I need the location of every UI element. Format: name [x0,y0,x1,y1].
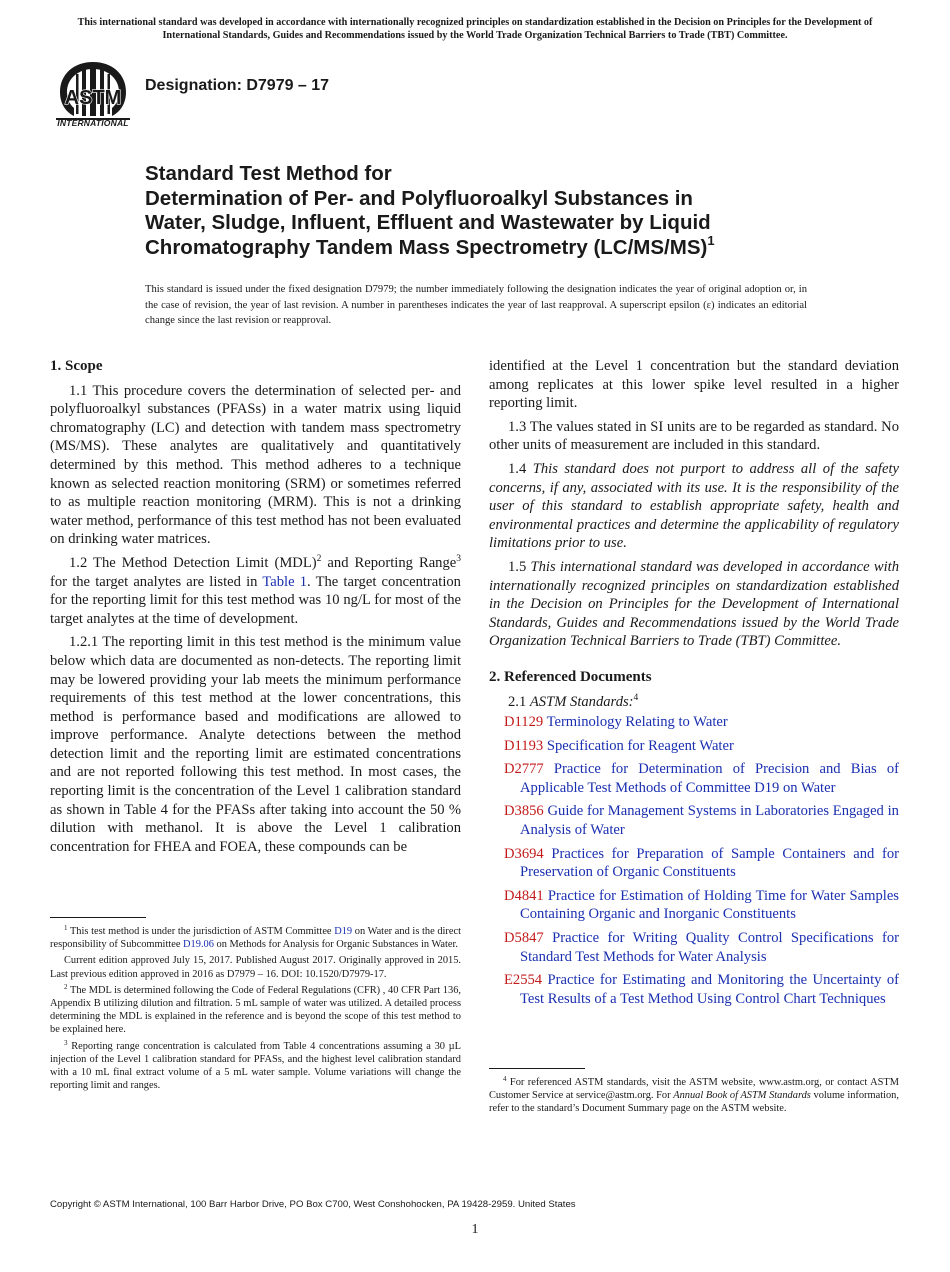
reference-code: E2554 [504,972,543,989]
title-line-3: Water, Sludge, Influent, Effluent and Wastewater by Liquid [145,211,711,234]
reference-title: Practice for Estimating and Monitoring the Uncertainty of Test Results of a Test Method Using Control Chart Techniques [520,972,899,1007]
referenced-documents-heading: 2. Referenced Documents [489,668,652,685]
section-1-2-1: 1.2.1 The reporting limit in this test method is the minimum value below which data are documented as non-detects. The reporting limit may be lowered providing your lab meets the minimum performance requirements of this test method at the lower concentrations, this method is performance based and modifications are allowed to improve performance. Analyte detections between the method detection limit and the reporting limit are estimated concentrations and are not reported following this test method. In most cases, the reporting limit is the concentration of the Level 1 calibration standard as shown in Table 4 for the PFASs after taking into account the 50 % dilution with methanol. It is above the Level 1 calibration concentration for FHEA and FOEA, these compounds can be [50,634,461,855]
designation: Designation: D7979 – 17 [145,77,330,94]
d19-06-link[interactable]: D19.06 [183,939,214,951]
tbt-notice: This international standard was developed in accordance with internationally recognized principles on standardization established in the Decision on Principles for the Development of International Standards, Guides and Recommendations issued by the World Trade Organization Technical Barriers to Trade (TBT) Committee. [77,17,873,41]
reference-item[interactable] [489,845,899,882]
reference-item[interactable] [489,737,899,756]
section-1-2: 1.2 The Method Detection Limit (MDL)$^2$ and Reporting Range$^3$ for the target analytes are listed in Table 1. The target concentration for the reporting limit for this test method was 10 ng/L for most of the target analytes at the time of development. [50,553,461,627]
footnote-4: $^4$ For referenced ASTM standards, visit the ASTM website, www.astm.org, or contact ASTM Customer Service at service@astm.org. For Annual Book of ASTM Standards volume information, refer to the standard’s Document Summary page on the ASTM website. [489,1075,899,1115]
logo-text: ASTM [64,87,122,109]
footnote-3: $^3$ Reporting range concentration is calculated from Table 4 concentrations assuming a 30 µL injection of the Level 1 calibration standard for PFASs, and the highest level calibration standard with a 10 mL final extract volume of a 5 mL water sample. Volume variations will change the reporting limit and ranges. [50,1038,461,1092]
footnote-2: $^2$ The MDL is determined following the Code of Federal Regulations (CFR) , 40 CFR Part 136, Appendix B utilizing dilution and filtration. 5 mL sample of water was utilized. A detailed process determining the MDL is explained in the reference and is beyond the scope of this test method to be explained here. [50,982,461,1036]
footnotes-left [50,925,461,1095]
reference-item[interactable] [489,887,899,924]
section-1-4: 1.4 This standard does not purport to address all of the safety concerns, if any, associated with its use. It is the responsibility of the user of this standard to establish appropriate safety, health and environmental practices and determine the applicability of regulatory limitations prior to use. [489,460,899,552]
reference-code: D4841 [504,887,544,904]
section-1-3: 1.3 The values stated in SI units are to be regarded as standard. No other units of measurement are included in this standard. [489,418,899,454]
table-1-link[interactable]: Table 1 [262,573,308,590]
footnote-ref-2[interactable]: 2 [316,553,322,564]
reference-title: Practices for Preparation of Sample Containers and for Preservation of Organic Constituents [520,845,899,881]
footnote-ref-3[interactable]: 3 [456,553,461,564]
reference-title: Practice for Writing Quality Control Specifications for Standard Test Methods for Water Analysis [520,930,899,965]
reference-code: D5847 [504,930,544,947]
reference-code: D2777 [504,761,544,778]
reference-title: Terminology Relating to Water [546,714,728,731]
reference-title: Practice for Determination of Precision and Bias of Applicable Test Methods of Committee D19 on Water [520,761,899,796]
footnote-divider-left [50,917,146,918]
copyright-notice: Copyright © ASTM International, 100 Barr Harbor Drive, PO Box C700, West Conshohocken, PA 19428-2959. United States [50,1199,576,1210]
reference-item[interactable] [489,713,899,732]
section-1-1: 1.1 This procedure covers the determination of selected per- and polyfluoroalkyl substances (PFASs) in a water matrix using liquid chromatography (LC) and detection with tandem mass spectrometry (MS/MS). These analytes are qualitatively and quantitatively determined by this method. This method adheres to a technique known as selected reaction monitoring (SRM) or sometimes referred to as multiple reaction monitoring (MRM). This is not a drinking water method, performance of this test method has not been evaluated on drinking water matrices. [50,382,461,548]
left-column [50,357,461,856]
section-1-2-1-continued: identified at the Level 1 concentration but the standard deviation among replicates at this lower spike level resulted in a higher reporting limit. [489,358,899,412]
reference-code: D3694 [504,845,544,862]
title-line-2: Determination of Per- and Polyfluoroalkyl Substances in [145,186,693,210]
d19-link[interactable]: D19 [334,926,353,937]
reference-code: D3856 [504,803,544,820]
astm-standards-subheading: 2.1 ASTM Standards:$^4$ [508,692,639,710]
footnote-1-edition: Current edition approved July 15, 2017. Published August 2017. Originally approved in 2015. Last previous edition approved in 2016 as D7979 – 16. DOI: 10.1520/D7979-17. [50,955,461,980]
reference-item[interactable] [489,760,899,797]
title-line-4: Chromatography Tandem Mass Spectrometry (LC/MS/MS) [145,235,708,259]
title-footnote-mark: 1 [707,232,715,248]
issuance-note: This standard is issued under the fixed designation D7979; the number immediately following the designation indicates the year of original adoption or, in the case of revision, the year of last revision. A number in parentheses indicates the year of last reapproval. A superscript epsilon (ε) indicates an editorial change since the last revision or reapproval. [145,284,807,326]
footnotes-right [489,1076,899,1119]
title-line-1: Standard Test Method for [145,162,392,185]
footnote-divider-right [489,1068,585,1069]
page-number: 1 [471,1222,479,1237]
footnote-ref-4[interactable]: 4 [633,692,639,703]
reference-title: Practice for Estimation of Holding Time for Water Samples Containing Organic and Inorganic Constituents [520,887,899,923]
scope-heading: 1. Scope [50,358,103,374]
document-title [145,162,845,260]
section-1-5: 1.5 This international standard was developed in accordance with internationally recognized principles on standardization established in the Decision on Principles for the Development of International Standards, Guides and Recommendations issued by the World Trade Organization Technical Barriers to Trade (TBT) Committee. [489,558,900,650]
reference-code: D1193 [504,737,544,754]
reference-item[interactable] [489,929,899,966]
reference-list [489,713,899,1008]
footnote-1: $^1$ This test method is under the jurisdiction of ASTM Committee D19 on Water and is the direct responsibility of Subcommittee D19.06 on Methods for Analysis for Organic Substances in Water. [50,924,461,951]
right-column [489,357,899,1008]
reference-title: Specification for Reagent Water [546,737,734,754]
logo-subtext: INTERNATIONAL [57,118,129,128]
reference-item[interactable] [489,971,899,1008]
reference-code: D1129 [504,714,544,731]
reference-item[interactable] [489,802,899,839]
reference-title: Guide for Management Systems in Laboratories Engaged in Analysis of Water [520,803,899,839]
